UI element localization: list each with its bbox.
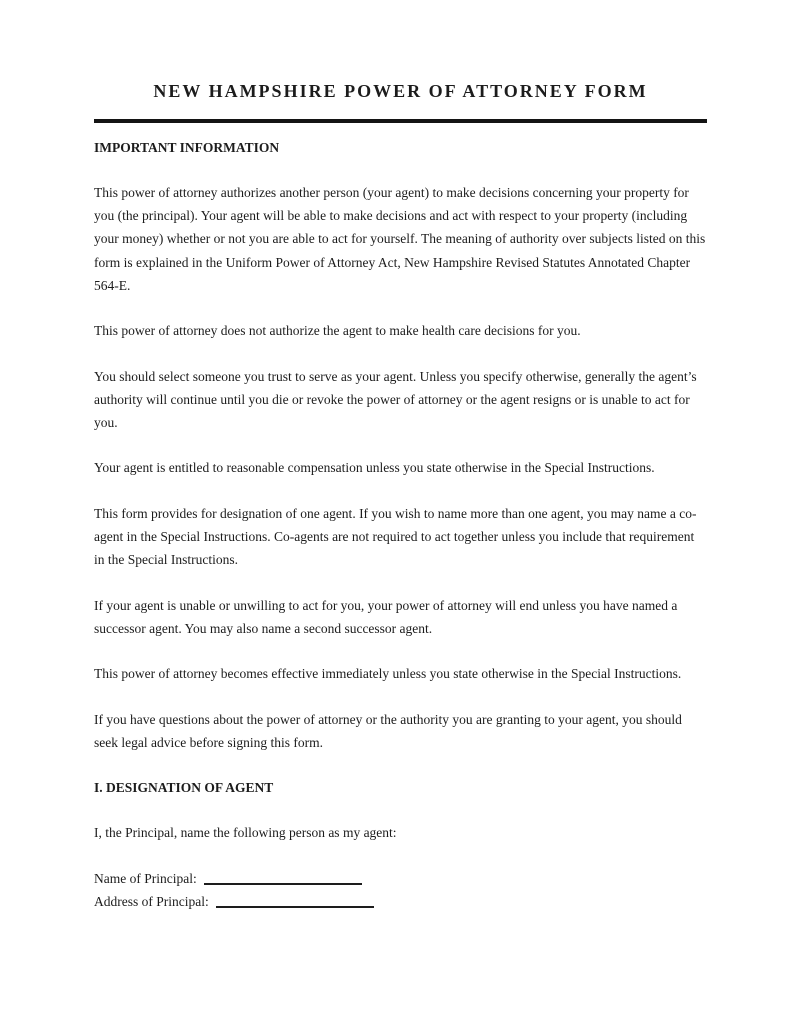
paragraph-successor-agent: If your agent is unable or unwilling to act for you, your power of attorney will end unless you have named a successor agent. You may also name a second successor agent.: [94, 597, 678, 636]
field-row-principal-name: [94, 867, 707, 890]
principal-address-input-line[interactable]: [216, 902, 374, 908]
paragraph-co-agents: This form provides for designation of one agent. If you wish to name more than one agent, you may name a co-agent in the Special Instructions. Co-agents are not required to act together unless you include that requirement in the Special Instructions.: [94, 505, 697, 568]
paragraph-health-care-exclusion: This power of attorney does not authorize the agent to make health care decisions for you.: [94, 323, 581, 339]
paragraph-agent-selection: You should select someone you trust to serve as your agent. Unless you specify otherwise, generally the agent’s authority will continue until you die or revoke the power of attorney or the agent resigns or is unable to act for you.: [94, 368, 697, 431]
section-heading-designation-of-agent: I. DESIGNATION OF AGENT: [94, 780, 274, 796]
principal-name-input-line[interactable]: [204, 879, 362, 885]
title-divider: [94, 119, 707, 123]
paragraph-compensation: Your agent is entitled to reasonable compensation unless you state otherwise in the Special Instructions.: [94, 460, 655, 476]
paragraph-legal-advice: If you have questions about the power of attorney or the authority you are granting to your agent, you should seek legal advice before signing this form.: [94, 711, 682, 750]
field-row-principal-address: [94, 890, 707, 913]
principal-name-label: Name of Principal:: [94, 870, 197, 886]
paragraph-authorization: This power of attorney authorizes another person (your agent) to make decisions concerning your property for you (the principal). Your agent will be able to make decisions and act with respect to your property (including your money) whether or not you are able to act for yourself. The meaning of authority over subjects listed on this form is explained in the Uniform Power of Attorney Act, New Hampshire Revised Statutes Annotated Chapter 564-E.: [94, 184, 706, 293]
principal-address-label: Address of Principal:: [94, 894, 209, 910]
paragraph-effective-immediately: This power of attorney becomes effective immediately unless you state otherwise in the Special Instructions.: [94, 666, 682, 682]
section-heading-important-information: IMPORTANT INFORMATION: [94, 139, 280, 155]
document-title: NEW HAMPSHIRE POWER OF ATTORNEY FORM: [153, 81, 648, 101]
designation-intro: I, the Principal, name the following person as my agent:: [94, 825, 397, 841]
